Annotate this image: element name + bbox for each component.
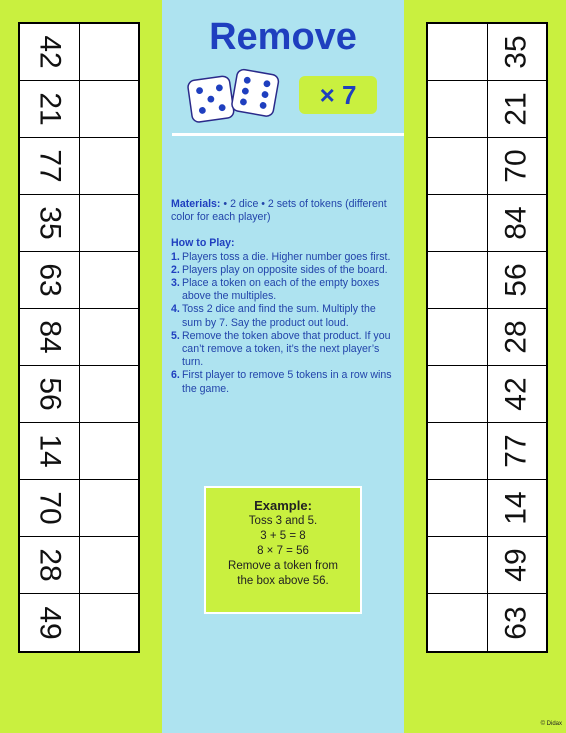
multiple-number: 28 (33, 548, 67, 582)
multiple-number: 42 (500, 377, 533, 411)
how-to-play (171, 237, 396, 395)
step-number: 6. (171, 369, 180, 382)
multiple-number: 70 (500, 149, 533, 183)
number-cell (487, 423, 546, 479)
token-box[interactable] (428, 309, 487, 365)
number-cell (487, 480, 546, 536)
step-number: 5. (171, 329, 180, 342)
step-item (171, 251, 396, 264)
right-grid (426, 22, 548, 653)
token-box[interactable] (428, 252, 487, 308)
board-row (20, 366, 138, 423)
board-row (428, 366, 546, 423)
number-cell (20, 537, 79, 593)
number-cell (20, 138, 79, 194)
board-row (428, 594, 546, 651)
number-cell (487, 24, 546, 80)
number-cell (487, 138, 546, 194)
token-box[interactable] (79, 537, 138, 593)
example-line: the box above 56. (237, 575, 329, 587)
number-cell (487, 195, 546, 251)
page-title: Remove (209, 16, 357, 58)
multiple-number: 49 (33, 605, 67, 640)
board-row (20, 480, 138, 537)
left-grid (18, 22, 140, 653)
multiple-number: 21 (33, 92, 67, 126)
divider (172, 133, 404, 136)
number-cell (487, 252, 546, 308)
token-box[interactable] (79, 594, 138, 651)
multiple-number: 28 (500, 320, 533, 354)
example-heading: Example: (254, 498, 312, 513)
multiple-number: 63 (33, 263, 67, 297)
step-number: 1. (171, 250, 180, 263)
token-box[interactable] (79, 480, 138, 536)
multiple-number: 42 (33, 35, 67, 69)
step-item (171, 330, 396, 370)
multiple-number: 56 (33, 377, 67, 411)
multiplier-badge: × 7 (299, 76, 377, 114)
number-cell (487, 594, 546, 651)
step-text: First player to remove 5 tokens in a row wins the game. (182, 369, 392, 395)
materials-text: • 2 dice • 2 sets of tokens (different color for each player) (171, 198, 387, 224)
token-box[interactable] (428, 195, 487, 251)
copyright: © Didax (540, 721, 562, 727)
board-row (428, 480, 546, 537)
instruction-panel (162, 0, 404, 733)
number-cell (20, 24, 79, 80)
instructions (171, 198, 396, 396)
number-cell (487, 81, 546, 137)
token-box[interactable] (79, 309, 138, 365)
multiple-number: 77 (33, 149, 67, 183)
board-row (428, 24, 546, 81)
multiple-number: 84 (33, 320, 67, 354)
step-item (171, 303, 396, 329)
example-box (204, 486, 362, 614)
number-cell (487, 366, 546, 422)
step-text: Players toss a die. Higher number goes first. (182, 250, 391, 263)
token-box[interactable] (79, 423, 138, 479)
multiple-number: 63 (500, 605, 533, 640)
step-item (171, 277, 396, 303)
number-cell (487, 537, 546, 593)
multiple-number: 70 (33, 491, 67, 525)
token-box[interactable] (428, 423, 487, 479)
board-row (428, 81, 546, 138)
number-cell (487, 309, 546, 365)
example-line: Toss 3 and 5. (248, 515, 318, 527)
number-cell (20, 252, 79, 308)
board-row (20, 195, 138, 252)
token-box[interactable] (428, 594, 487, 651)
materials-label: Materials: (171, 198, 221, 210)
token-box[interactable] (79, 138, 138, 194)
example-line: 3 + 5 = 8 (260, 530, 306, 542)
token-box[interactable] (79, 195, 138, 251)
token-box[interactable] (428, 537, 487, 593)
number-cell (20, 309, 79, 365)
board-row (20, 537, 138, 594)
step-text: Players play on opposite sides of the board. (182, 263, 388, 276)
step-item (171, 264, 396, 277)
how-to-play-label: How to Play: (171, 237, 235, 250)
board-row (428, 252, 546, 309)
step-number: 4. (171, 303, 180, 316)
multiple-number: 14 (500, 491, 533, 525)
multiple-number: 56 (500, 263, 533, 297)
number-cell (20, 423, 79, 479)
board-row (20, 423, 138, 480)
board-row (428, 138, 546, 195)
number-cell (20, 480, 79, 536)
board-row (428, 537, 546, 594)
step-number: 2. (171, 263, 180, 276)
step-text: Remove the token above that product. If you can’t remove a token, it’s the next player’s turn. (182, 329, 391, 369)
number-cell (20, 195, 79, 251)
multiple-number: 21 (500, 92, 533, 126)
number-cell (20, 366, 79, 422)
token-box[interactable] (428, 81, 487, 137)
board-row (20, 138, 138, 195)
number-cell (20, 594, 79, 651)
board-row (20, 309, 138, 366)
board-row (428, 195, 546, 252)
multiple-number: 14 (33, 434, 67, 468)
token-box[interactable] (79, 24, 138, 80)
token-box[interactable] (428, 138, 487, 194)
step-text: Toss 2 dice and find the sum. Multiply the sum by 7. Say the product out loud. (182, 303, 376, 329)
step-item (171, 369, 396, 395)
multiple-number: 49 (500, 548, 533, 582)
token-box[interactable] (79, 366, 138, 422)
left-board (0, 0, 162, 733)
board-row (20, 24, 138, 81)
dice-icon (186, 66, 282, 128)
token-box[interactable] (428, 24, 487, 80)
step-text: Place a token on each of the empty boxes above the multiples. (182, 277, 380, 303)
number-cell (20, 81, 79, 137)
token-box[interactable] (428, 366, 487, 422)
board-row (20, 81, 138, 138)
token-box[interactable] (428, 480, 487, 536)
example-line: Remove a token from (228, 560, 338, 572)
right-board (404, 0, 566, 733)
example-line: 8 × 7 = 56 (257, 545, 309, 557)
multiple-number: 84 (500, 206, 533, 240)
multiple-number: 35 (33, 206, 67, 240)
board-row (20, 594, 138, 651)
token-box[interactable] (79, 81, 138, 137)
step-number: 3. (171, 277, 180, 290)
board-row (428, 309, 546, 366)
multiple-number: 35 (500, 35, 533, 69)
materials (171, 198, 396, 224)
board-row (428, 423, 546, 480)
board-row (20, 252, 138, 309)
token-box[interactable] (79, 252, 138, 308)
multiple-number: 77 (500, 434, 533, 468)
